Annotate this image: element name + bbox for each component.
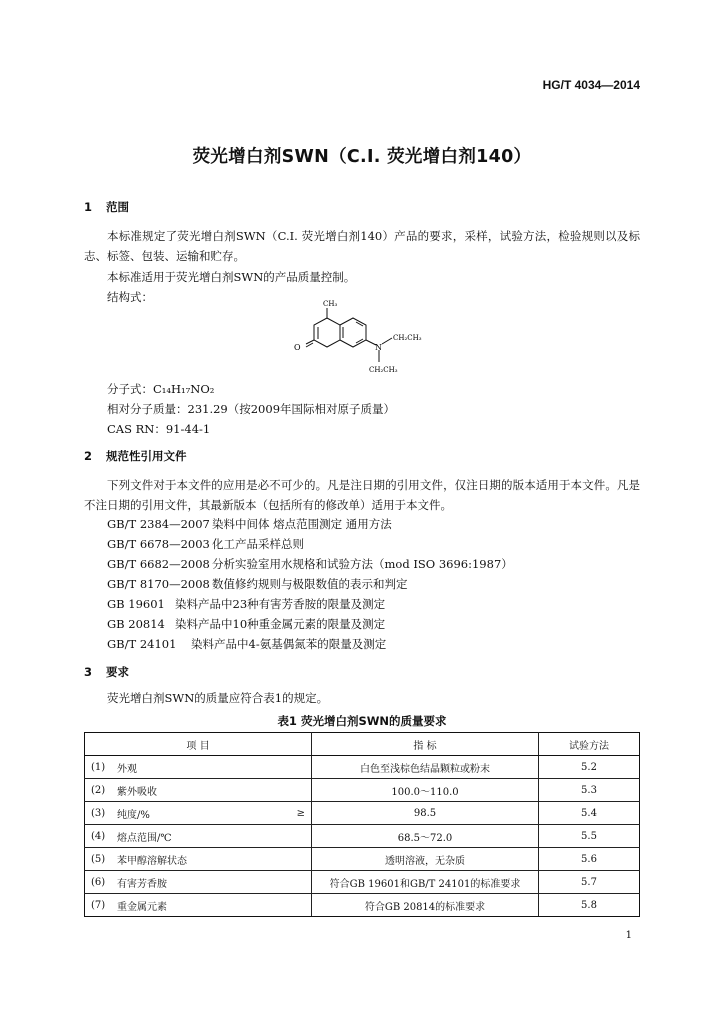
header-item: 项 目 [85, 733, 312, 756]
table-row [85, 779, 640, 802]
formula-ethyl-right: CH₂CH₃ [393, 334, 422, 342]
reference-item [107, 596, 385, 612]
structure-label: 结构式： [107, 290, 153, 304]
formula-bonds [306, 308, 392, 362]
reference-code: GB/T 6678—2003 [107, 537, 210, 551]
cell-item [85, 894, 312, 917]
item-number: (6) [91, 876, 106, 888]
formula-oxygen: O [294, 343, 301, 352]
cell-method: 5.2 [539, 756, 640, 779]
cell-indicator: 98.5 [312, 802, 539, 825]
reference-code: GB/T 6682—2008 [107, 557, 210, 571]
item-name: 纯度/% [117, 809, 150, 821]
item-name: 苯甲醇溶解状态 [117, 855, 187, 867]
section-2-paragraph: 下列文件对于本文件的应用是必不可少的。凡是注日期的引用文件，仅注日期的版本适用于本文件。凡是不注日期的引用文件，其最新版本（包括所有的修改单）适用于本文件。 [84, 478, 640, 512]
item-name: 重金属元素 [117, 901, 167, 913]
reference-title: 化工产品采样总则 [212, 537, 304, 551]
reference-title: 染料产品中10种重金属元素的限量及测定 [175, 617, 386, 631]
cell-indicator: 100.0～110.0 [312, 779, 539, 802]
section-1-paragraph-2: 本标准适用于荧光增白剂SWN的产品质量控制。 [107, 270, 356, 284]
table-row [85, 871, 640, 894]
cell-item [85, 756, 312, 779]
item-number: (2) [91, 784, 106, 796]
item-name: 紫外吸收 [117, 786, 157, 798]
reference-code: GB/T 8170—2008 [107, 577, 210, 591]
cell-indicator: 透明溶液，无杂质 [312, 848, 539, 871]
document-title: 荧光增白剂SWN（C.I. 荧光增白剂140） [192, 147, 532, 167]
reference-item [107, 536, 304, 552]
formula-nitrogen: N [375, 343, 382, 352]
item-number: (5) [91, 853, 106, 865]
structural-formula [292, 298, 432, 378]
section-number: 1 [84, 200, 93, 214]
reference-title: 分析实验室用水规格和试验方法（mod ISO 3696:1987） [212, 557, 513, 571]
reference-title: 染料中间体 熔点范围测定 通用方法 [212, 517, 392, 531]
cell-indicator: 符合GB 20814的标准要求 [312, 894, 539, 917]
cas-number: CAS RN：91-44-1 [107, 422, 211, 436]
section-1-heading [84, 199, 129, 215]
cell-indicator: 白色至浅棕色结晶颗粒或粉末 [312, 756, 539, 779]
table-row [85, 756, 640, 779]
reference-item [107, 616, 385, 632]
item-name: 外观 [117, 763, 137, 775]
item-number: (1) [91, 761, 106, 773]
reference-title: 染料产品中4-氨基偶氮苯的限量及测定 [191, 637, 387, 651]
item-name: 熔点范围/℃ [117, 832, 172, 844]
reference-title: 染料产品中23种有害芳香胺的限量及测定 [175, 597, 386, 611]
reference-code: GB/T 24101 [107, 637, 177, 651]
item-name: 有害芳香胺 [117, 878, 167, 890]
cell-method: 5.7 [539, 871, 640, 894]
cell-method: 5.3 [539, 779, 640, 802]
reference-item [107, 556, 513, 572]
section-title: 规范性引用文件 [106, 449, 187, 463]
section-title: 范围 [106, 200, 129, 214]
reference-code: GB 19601 [107, 597, 165, 611]
section-number: 2 [84, 449, 93, 463]
formula-ethyl-bottom: CH₂CH₃ [369, 366, 398, 374]
cell-item [85, 779, 312, 802]
cell-item [85, 825, 312, 848]
header-indicator: 指 标 [312, 733, 539, 756]
item-sign: ≥ [296, 807, 305, 819]
table-row [85, 894, 640, 917]
header-test-method: 试验方法 [539, 733, 640, 756]
section-number: 3 [84, 665, 93, 679]
cell-method: 5.8 [539, 894, 640, 917]
reference-code: GB/T 2384—2007 [107, 517, 210, 531]
reference-item [107, 516, 392, 532]
formula-methyl: CH₃ [323, 300, 338, 308]
cell-item [85, 802, 312, 825]
reference-title: 数值修约规则与极限数值的表示和判定 [212, 577, 408, 591]
table-row [85, 825, 640, 848]
cell-indicator: 68.5～72.0 [312, 825, 539, 848]
molecular-weight: 相对分子质量：231.29（按2009年国际相对原子质量） [107, 402, 396, 416]
molecular-formula: 分子式：C₁₄H₁₇NO₂ [107, 382, 215, 396]
table-row [85, 802, 640, 825]
section-3-paragraph: 荧光增白剂SWN的质量应符合表1的规定。 [107, 691, 329, 705]
section-2-heading [84, 448, 187, 464]
quality-requirements-table [84, 732, 640, 917]
reference-item [107, 636, 386, 652]
table-row [85, 848, 640, 871]
section-3-heading [84, 664, 129, 680]
cell-method: 5.4 [539, 802, 640, 825]
section-title: 要求 [106, 665, 129, 679]
cell-item [85, 871, 312, 894]
table-header-row [85, 733, 640, 756]
item-number: (4) [91, 830, 106, 842]
cell-method: 5.6 [539, 848, 640, 871]
reference-code: GB 20814 [107, 617, 165, 631]
section-1-paragraph-1: 本标准规定了荧光增白剂SWN（C.I. 荧光增白剂140）产品的要求，采样，试验方法，检验规则以及标志、标签、包装、运输和贮存。 [84, 229, 640, 263]
cell-indicator: 符合GB 19601和GB/T 24101的标准要求 [312, 871, 539, 894]
item-number: (3) [91, 807, 106, 819]
standard-code: HG/T 4034—2014 [542, 78, 640, 92]
table-caption: 表1 荧光增白剂SWN的质量要求 [277, 714, 447, 728]
cell-method: 5.5 [539, 825, 640, 848]
reference-item [107, 576, 408, 592]
cell-item [85, 848, 312, 871]
page-number: 1 [625, 930, 632, 941]
item-number: (7) [91, 899, 106, 911]
